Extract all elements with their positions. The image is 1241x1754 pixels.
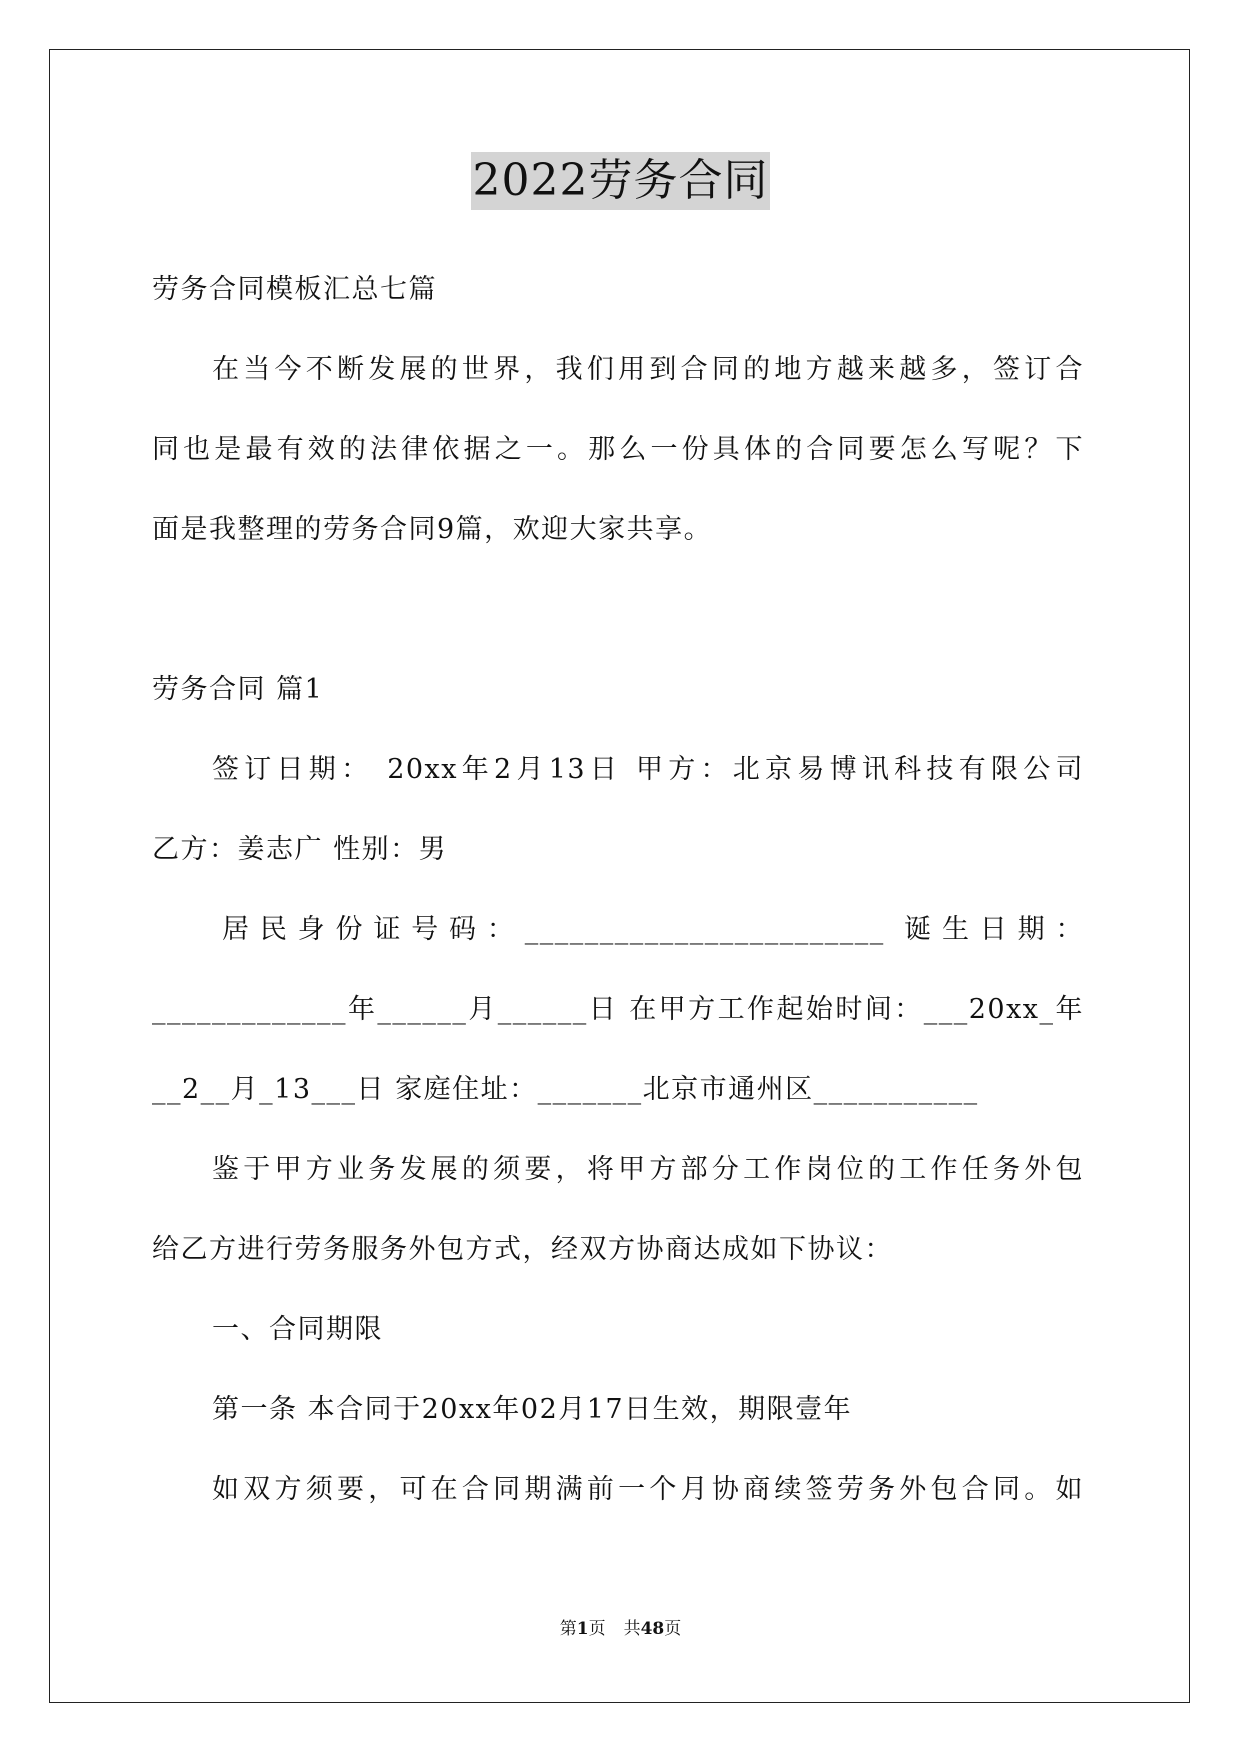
paragraph-line: 同也是最有效的法律依据之一。那么一份具体的合同要怎么写呢？下 xyxy=(152,434,1084,465)
paragraph-line: 在当今不断发展的世界，我们用到合同的地方越来越多，签订合 xyxy=(212,354,1084,385)
paragraph-line: 签订日期： 20xx年2月13日 甲方：北京易博讯科技有限公司 xyxy=(212,754,1084,785)
paragraph-line: 居民身份证号码：________________________ 诞生日期： xyxy=(222,914,1084,945)
paragraph-line: 第一条 本合同于20xx年02月17日生效，期限壹年 xyxy=(212,1394,853,1425)
footer-total-prefix: 共 xyxy=(623,1619,641,1639)
paragraph-line: 乙方：姜志广 性别：男 xyxy=(152,834,448,865)
title-container xyxy=(0,152,1241,210)
footer-page-suffix: 页 xyxy=(588,1619,606,1639)
paragraph-line: 鉴于甲方业务发展的须要，将甲方部分工作岗位的工作任务外包 xyxy=(212,1154,1084,1185)
paragraph-line: _____________年______月______日 在甲方工作起始时间：___20xx_年 xyxy=(152,994,1084,1025)
paragraph-line: 给乙方进行劳务服务外包方式，经双方协商达成如下协议： xyxy=(152,1234,893,1265)
footer-total-suffix: 页 xyxy=(664,1619,682,1639)
footer-page-number: 1 xyxy=(576,1619,589,1639)
subtitle-line: 劳务合同模板汇总七篇 xyxy=(152,274,437,305)
paragraph-line: 面是我整理的劳务合同9篇，欢迎大家共享。 xyxy=(152,514,713,545)
section-heading: 一、合同期限 xyxy=(212,1314,383,1345)
footer-prefix: 第 xyxy=(559,1619,577,1639)
page-footer xyxy=(0,1614,1241,1639)
footer-total-pages: 48 xyxy=(640,1619,665,1639)
paragraph-line: 如双方须要，可在合同期满前一个月协商续签劳务外包合同。如 xyxy=(212,1474,1084,1505)
paragraph-line: __2__月_13___日 家庭住址：_______北京市通州区___________ xyxy=(152,1074,979,1105)
section-heading: 劳务合同 篇1 xyxy=(152,674,324,705)
document-title: 2022劳务合同 xyxy=(471,152,771,210)
